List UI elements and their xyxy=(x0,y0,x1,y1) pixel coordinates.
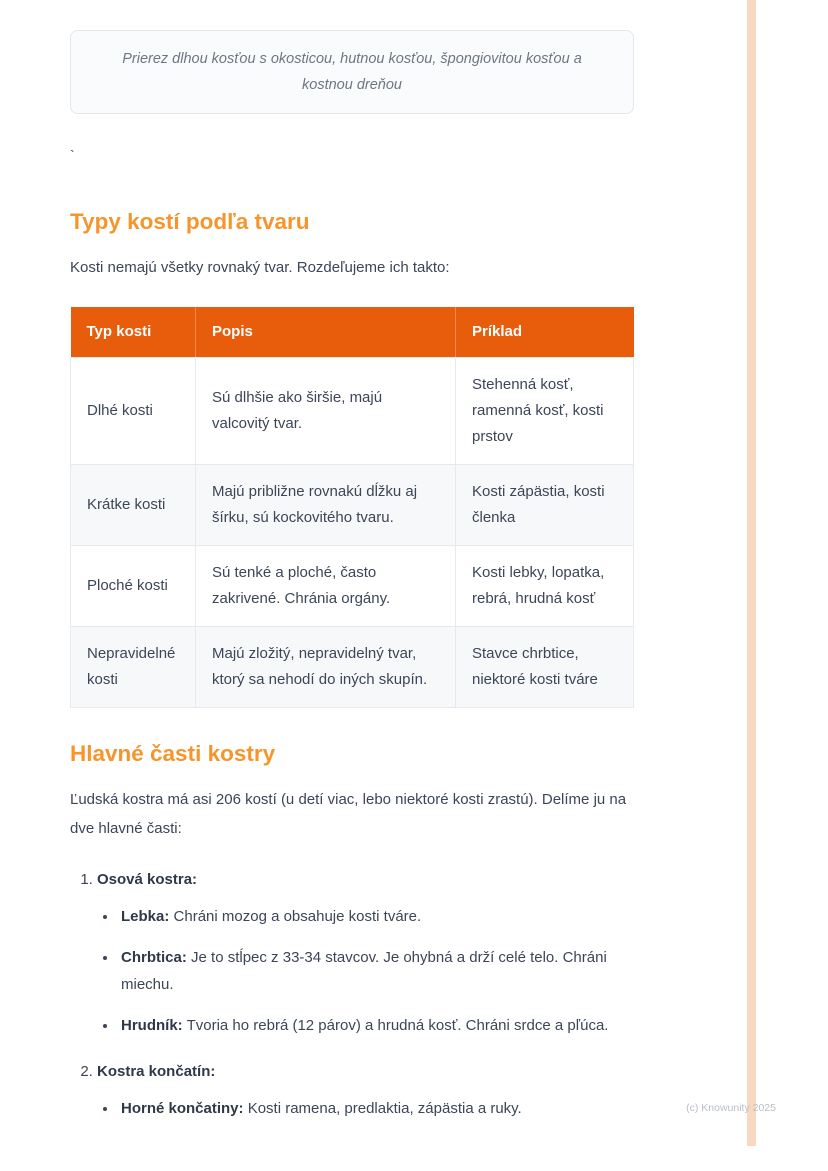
table-cell-example: Stehenná kosť, ramenná kosť, kosti prstov xyxy=(456,357,634,464)
list-item-text: Je to stĺpec z 33-34 stavcov. Je ohybná a drží celé telo. Chráni miechu. xyxy=(121,948,607,993)
document-content xyxy=(70,0,634,1138)
axial-sublist xyxy=(97,903,634,1039)
table-cell-type: Nepravidelné kosti xyxy=(71,626,196,707)
list-item-term: Horné končatiny: xyxy=(121,1099,244,1117)
page-edge-stripe xyxy=(747,0,756,1146)
table-row xyxy=(71,545,634,626)
list-group-label: Kostra končatín: xyxy=(97,1062,216,1080)
table-cell-description: Sú dlhšie ako širšie, majú valcovitý tvar. xyxy=(196,357,456,464)
list-item-spine xyxy=(118,944,634,998)
table-row xyxy=(71,626,634,707)
table-cell-type: Ploché kosti xyxy=(71,545,196,626)
table-header-type: Typ kosti xyxy=(71,307,196,357)
skeleton-parts-list xyxy=(70,867,634,1122)
list-item-chest xyxy=(118,1012,634,1039)
section-title-bone-types: Typy kostí podľa tvaru xyxy=(70,209,310,234)
list-item-text: Chráni mozog a obsahuje kosti tváre. xyxy=(173,907,422,925)
list-item-term: Lebka: xyxy=(121,907,170,925)
table-header-description: Popis xyxy=(196,307,456,357)
table-row xyxy=(71,464,634,545)
table-cell-description: Majú približne rovnakú dĺžku aj šírku, sú kockovitého tvaru. xyxy=(196,464,456,545)
list-item-term: Hrudník: xyxy=(121,1016,183,1034)
list-item-skull xyxy=(118,903,634,930)
footer-credit: (c) Knowunity 2025 xyxy=(686,1102,776,1114)
list-group-limbs xyxy=(97,1059,634,1122)
list-item-upper-limbs xyxy=(118,1095,634,1122)
table-cell-description: Sú tenké a ploché, často zakrivené. Chránia orgány. xyxy=(196,545,456,626)
table-row xyxy=(71,357,634,464)
figure-caption-text: Prierez dlhou kosťou s okosticou, hutnou kosťou, špongiovitou kosťou a kostnou dreňou xyxy=(122,51,582,93)
list-item-text: Kosti ramena, predlaktia, zápästia a ruky. xyxy=(247,1099,522,1117)
table-header-row xyxy=(71,307,634,357)
table-cell-example: Stavce chrbtice, niektoré kosti tváre xyxy=(456,626,634,707)
bone-types-table xyxy=(70,307,634,708)
table-cell-example: Kosti lebky, lopatka, rebrá, hrudná kosť xyxy=(456,545,634,626)
table-cell-type: Krátke kosti xyxy=(71,464,196,545)
figure-caption-box xyxy=(70,30,634,114)
list-item-text: Tvoria ho rebrá (12 párov) a hrudná kosť. Chráni srdce a pľúca. xyxy=(186,1016,609,1034)
stray-character: ` xyxy=(70,147,75,163)
skeleton-parts-intro: Ľudská kostra má asi 206 kostí (u detí viac, lebo niektoré kosti zrastú). Delíme ju na dve hlavné časti: xyxy=(70,790,627,837)
bone-types-intro: Kosti nemajú všetky rovnaký tvar. Rozdeľujeme ich takto: xyxy=(70,259,450,276)
section-title-skeleton-parts: Hlavné časti kostry xyxy=(70,740,276,766)
list-group-axial xyxy=(97,867,634,1039)
list-item-term: Chrbtica: xyxy=(121,948,187,966)
list-group-label: Osová kostra: xyxy=(97,870,198,888)
limbs-sublist xyxy=(97,1095,634,1122)
table-header-example: Príklad xyxy=(456,307,634,357)
table-cell-description: Majú zložitý, nepravidelný tvar, ktorý sa nehodí do iných skupín. xyxy=(196,626,456,707)
table-cell-example: Kosti zápästia, kosti členka xyxy=(456,464,634,545)
table-cell-type: Dlhé kosti xyxy=(71,357,196,464)
